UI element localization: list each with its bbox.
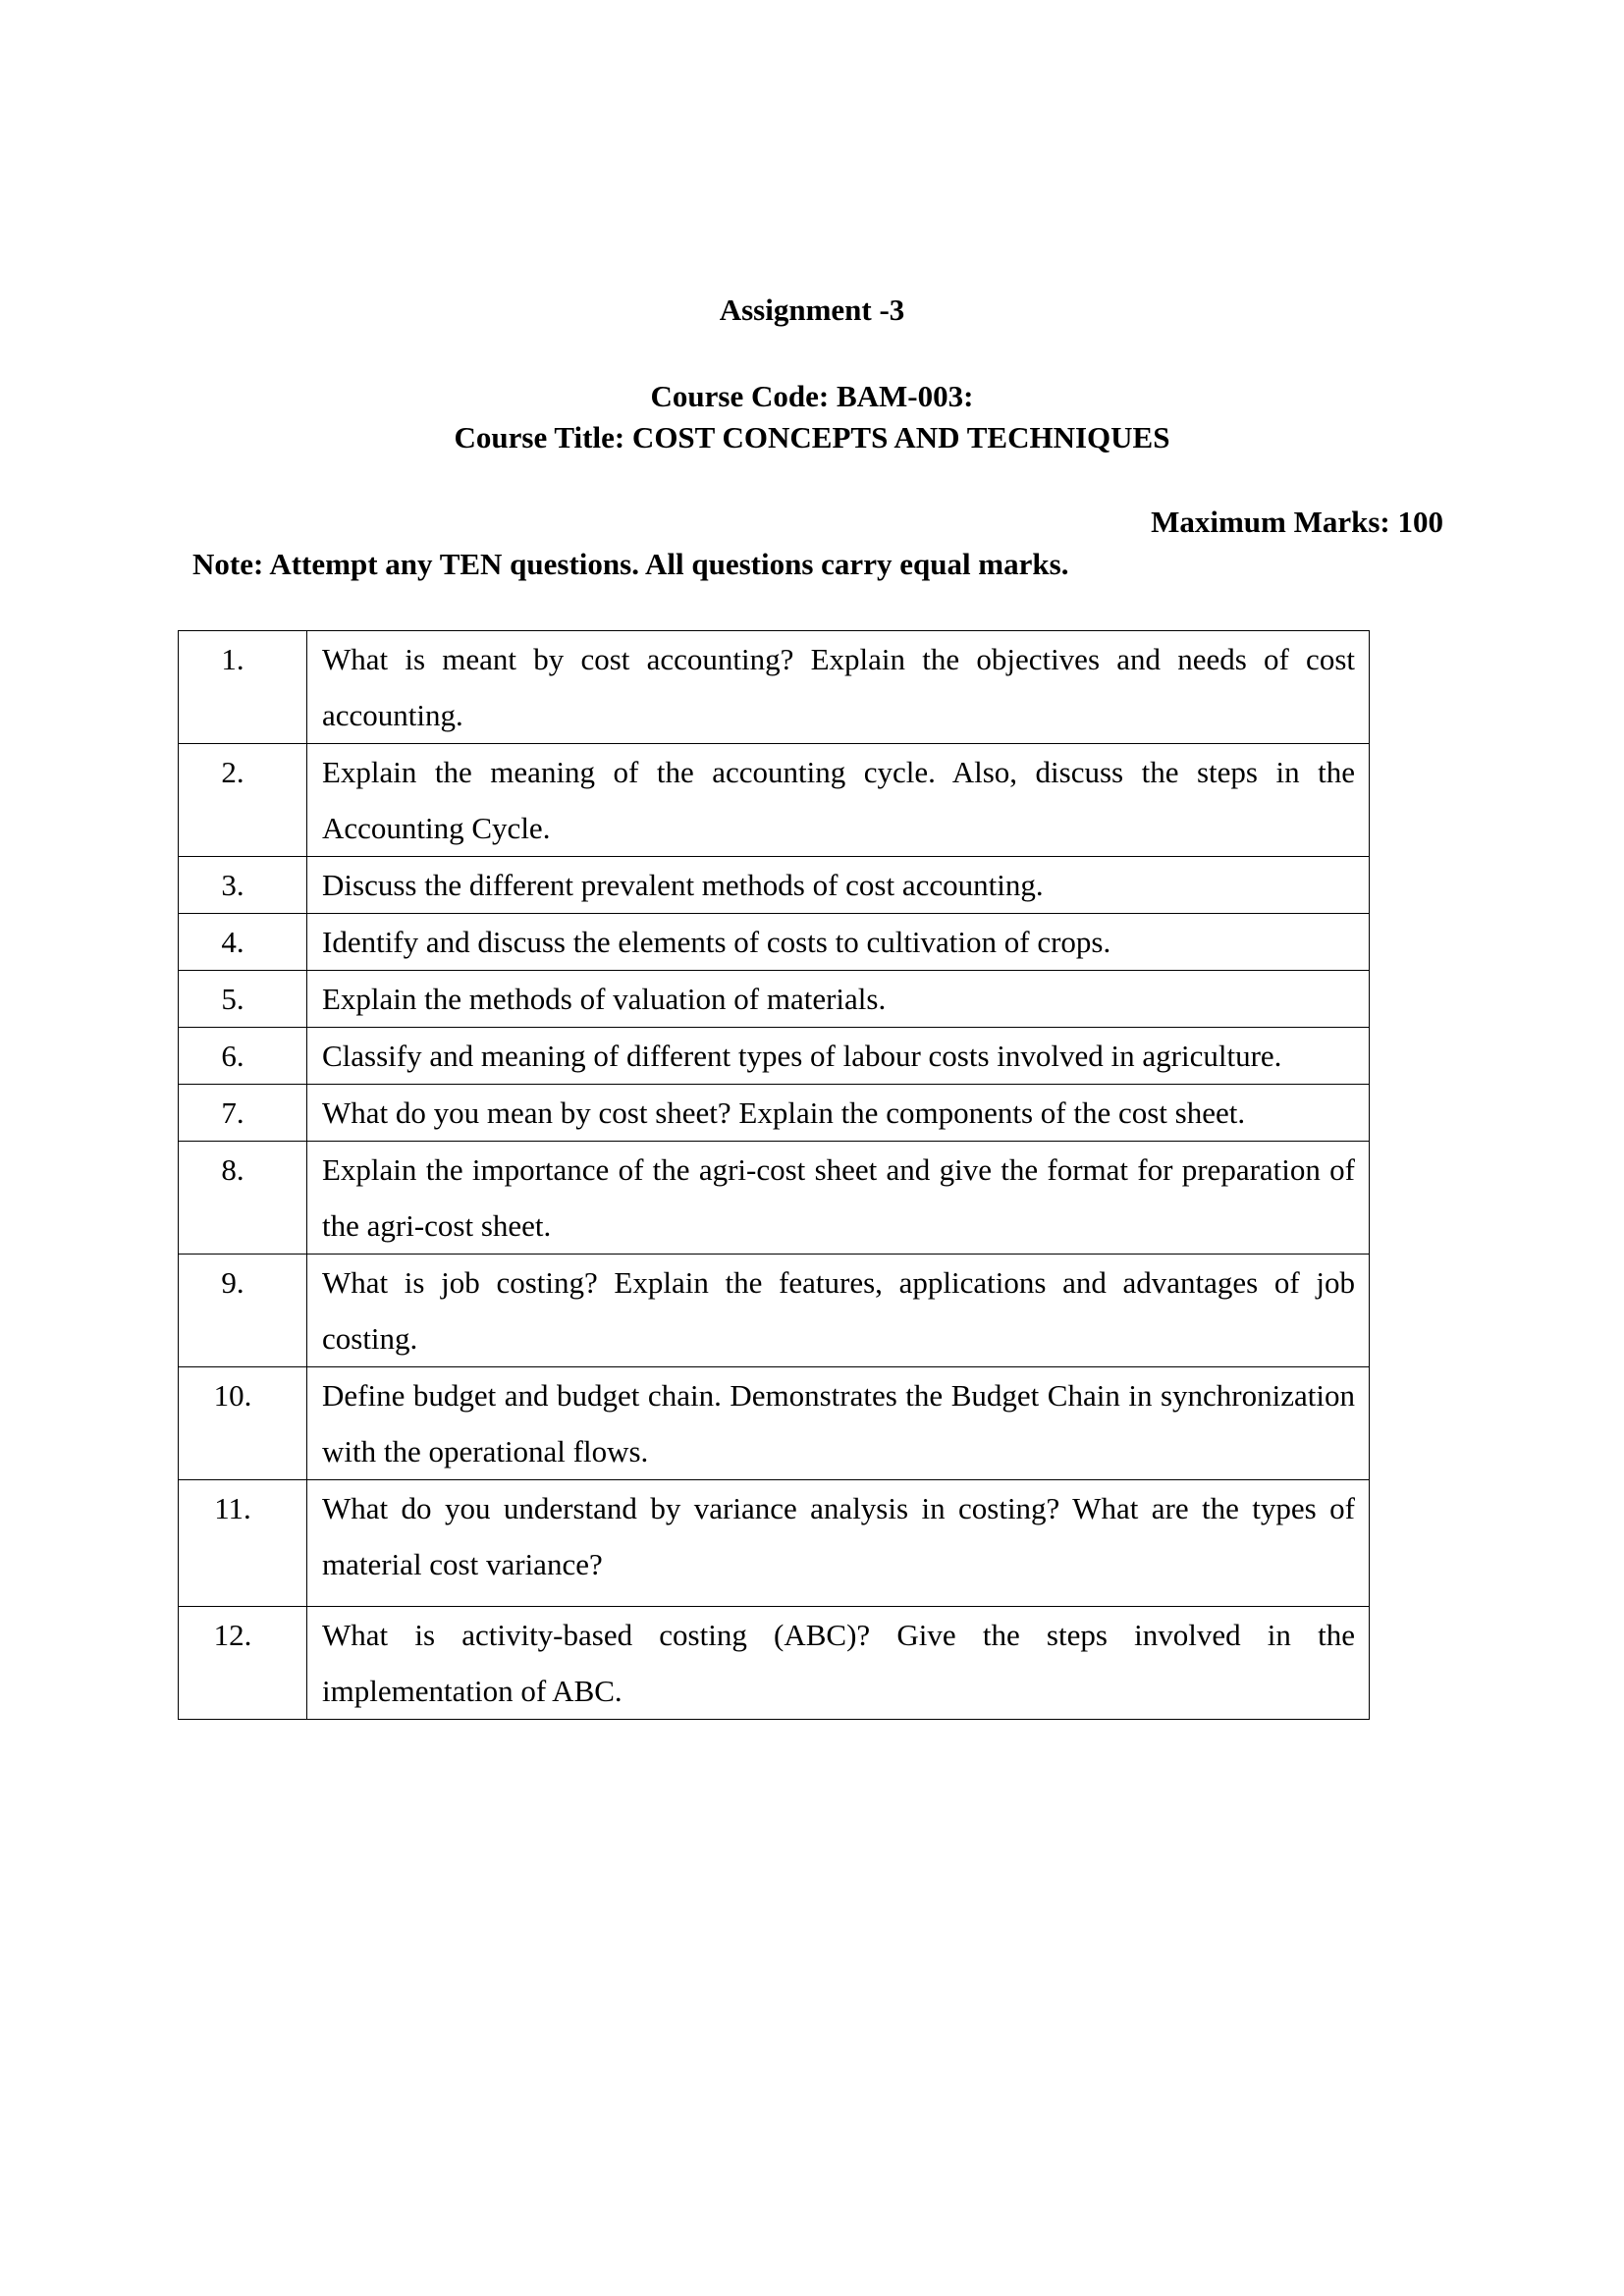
question-text: Classify and meaning of different types of labour costs involved in agriculture. [307,1028,1370,1085]
questions-table [178,630,1370,1720]
maximum-marks: Maximum Marks: 100 [1151,505,1443,539]
table-row [179,971,1370,1028]
table-row [179,1255,1370,1367]
question-number: 5. [179,971,307,1028]
question-number: 10. [179,1367,307,1480]
table-row [179,857,1370,914]
table-row [179,1607,1370,1720]
question-text: Explain the importance of the agri-cost sheet and give the format for preparation of the agri-cost sheet. [307,1142,1370,1255]
table-row [179,631,1370,744]
question-text: What do you understand by variance analysis in costing? What are the types of material cost variance? [307,1480,1370,1607]
table-row [179,1142,1370,1255]
table-row [179,1085,1370,1142]
question-text: Explain the meaning of the accounting cycle. Also, discuss the steps in the Accounting Cycle. [307,744,1370,857]
question-text: What is job costing? Explain the features, applications and advantages of job costing. [307,1255,1370,1367]
assignment-title: Assignment -3 [719,293,905,327]
question-number: 12. [179,1607,307,1720]
course-code: Course Code: BAM-003: [650,379,974,413]
question-number: 2. [179,744,307,857]
question-text: Define budget and budget chain. Demonstrates the Budget Chain in synchronization with the operational flows. [307,1367,1370,1480]
table-row [179,744,1370,857]
question-text: Discuss the different prevalent methods of cost accounting. [307,857,1370,914]
question-text: What do you mean by cost sheet? Explain the components of the cost sheet. [307,1085,1370,1142]
question-text: What is meant by cost accounting? Explain the objectives and needs of cost accounting. [307,631,1370,744]
question-text: Explain the methods of valuation of materials. [307,971,1370,1028]
question-number: 9. [179,1255,307,1367]
question-number: 11. [179,1480,307,1607]
question-number: 3. [179,857,307,914]
question-text: What is activity-based costing (ABC)? Give the steps involved in the implementation of ABC. [307,1607,1370,1720]
table-row [179,1367,1370,1480]
question-text: Identify and discuss the elements of costs to cultivation of crops. [307,914,1370,971]
table-row [179,1028,1370,1085]
instructions-note: Note: Attempt any TEN questions. All questions carry equal marks. [192,547,1069,581]
table-row [179,1480,1370,1607]
table-row [179,914,1370,971]
question-number: 4. [179,914,307,971]
question-number: 1. [179,631,307,744]
question-number: 6. [179,1028,307,1085]
question-number: 8. [179,1142,307,1255]
question-number: 7. [179,1085,307,1142]
course-title: Course Title: COST CONCEPTS AND TECHNIQUES [454,420,1170,454]
